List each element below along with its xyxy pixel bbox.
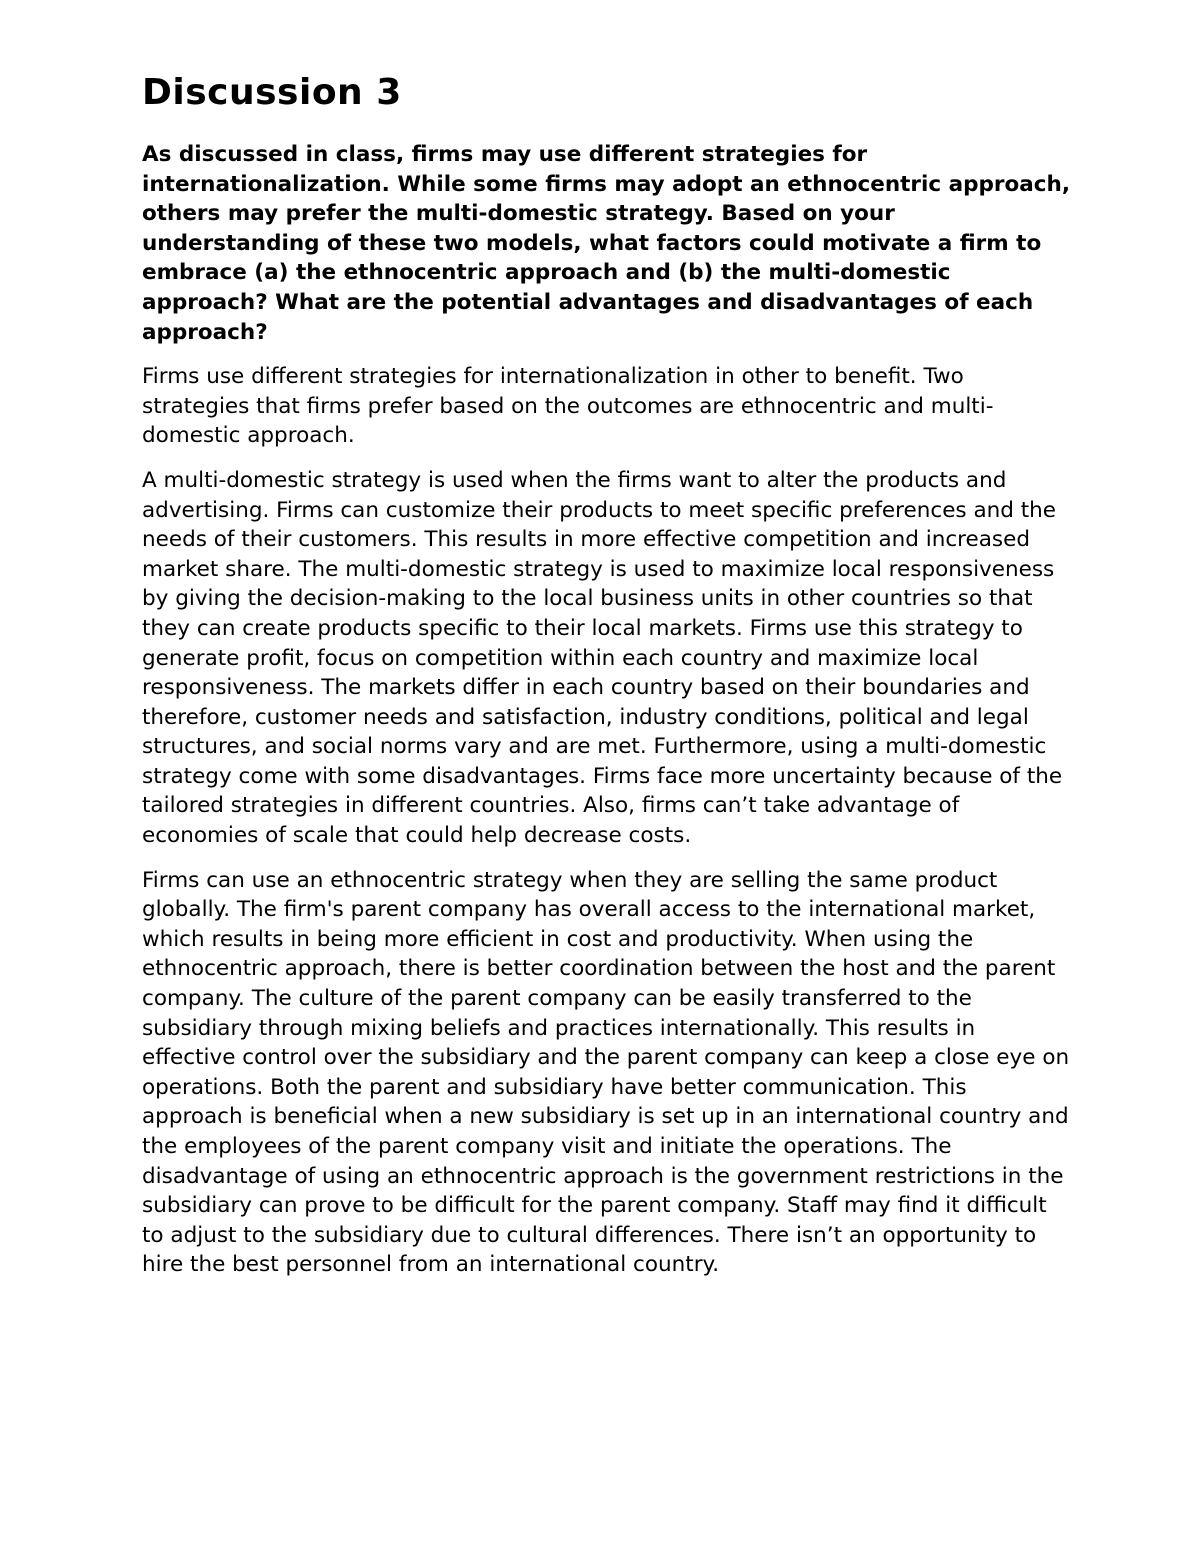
- paragraph-multi-domestic: A multi-domestic strategy is used when the firms want to alter the products and advertising. Firms can customize their products to meet specific preferences and the needs of their customers. This results in more effective competition and increased market share. The multi-domestic strategy is used to maximize local responsiveness by giving the decision-making to the local business units in other countries so that they can create products specific to their local markets. Firms use this strategy to generate profit, focus on competition within each country and maximize local responsiveness. The markets differ in each country based on their boundaries and therefore, customer needs and satisfaction, industry conditions, political and legal structures, and social norms vary and are met. Furthermore, using a multi-domestic strategy come with some disadvantages. Firms face more uncertainty because of the tailored strategies in different countries. Also, firms can’t take advantage of economies of scale that could help decrease costs.: [142, 467, 1063, 849]
- paragraph-ethnocentric: Firms can use an ethnocentric strategy when they are selling the same product globally. The firm's parent company has overall access to the international market, which results in being more efficient in cost and productivity. When using the ethnocentric approach, there is better coordination between the host and the parent company. The culture of the parent company can be easily transferred to the subsidiary through mixing beliefs and practices internationally. This results in effective control over the subsidiary and the parent company can keep a close eye on operations. Both the parent and subsidiary have better communication. This approach is beneficial when a new subsidiary is set up in an international country and the employees of the parent company visit and initiate the operations. The disadvantage of using an ethnocentric approach is the government restrictions in the subsidiary can prove to be difficult for the parent company. Staff may find it difficult to adjust to the subsidiary due to cultural differences. There isn’t an opportunity to hire the best personnel from an international country.: [142, 867, 1070, 1278]
- discussion-question: As discussed in class, firms may use different strategies for internationalization. While some firms may adopt an ethnocentric approach, others may prefer the multi-domestic strategy. Based on your understanding of these two models, what factors could motivate a firm to embrace (a) the ethnocentric approach and (b) the multi-domestic approach? What are the potential advantages and disadvantages of each approach?: [142, 142, 1071, 345]
- page-title: Discussion 3: [142, 72, 402, 113]
- document-page: [142, 68, 1072, 1295]
- paragraph-intro: Firms use different strategies for internationalization in other to benefit. Two strategies that firms prefer based on the outcomes are ethnocentric and multi-domestic approach.: [142, 364, 994, 449]
